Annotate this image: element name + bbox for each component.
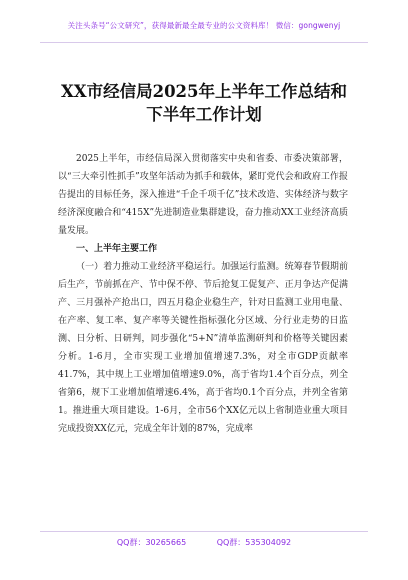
footer-qq-group-1: QQ群：30265665 [116,538,187,547]
section-heading: 一、上半年主要工作 [76,244,158,254]
footer [0,537,408,548]
footer-qq-group-2: QQ群：535304092 [216,538,292,547]
document-title-line-1: XX市经信局2025年上半年工作总结和 [60,82,348,101]
document-body [58,150,348,438]
document-title-line-2: 下半年工作计划 [146,105,262,124]
footer-divider [40,531,368,532]
promo-banner: 关注头条号“公文研究”，获得最新最全最专业的公文资料库！ 微信：gongwenyj [67,21,341,30]
header-divider [40,42,368,43]
body-paragraph: （一）着力推动工业经济平稳运行。加强运行监测。统筹春节假期前后生产，节前抓在产、节中保不停、节后抢复工促复产、正月争达产促满产、三月强补产抢出口，四五月稳企业稳生产，针对日监测工业用电量、在产率、复工率、复产率等关键性指标强化分区域、分行业走势的日监测、日分析、日研判，同步强化“5+N”清单监测研判和价格等关键因素分析。1-6月，全市实现工业增加值增速7.3%，对全市GDP贡献率41.7%，其中规上工业增加值增速9.0%，高于省均1.4个百分点，列全省第6，规下工业增加值增速6.4%，高于省均0.1个百分点，并列全省第1。推进重大项目建设。1-6月，全市56个XX亿元以上省制造业重大项目完成投资XX亿元，完成全年计划的87%，完成率 [58,262,348,434]
intro-paragraph: 2025上半年，市经信局深入贯彻落实中央和省委、市委决策部署，以“三大牵引性抓手”攻坚年活动为抓手和载体，紧盯党代会和政府工作报告提出的目标任务，深入推进“千企千项千亿”技术改造、实体经济与数字经济深度融合和“415X”先进制造业集群建设，奋力推动XX工业经济高质量发展。 [58,154,348,236]
